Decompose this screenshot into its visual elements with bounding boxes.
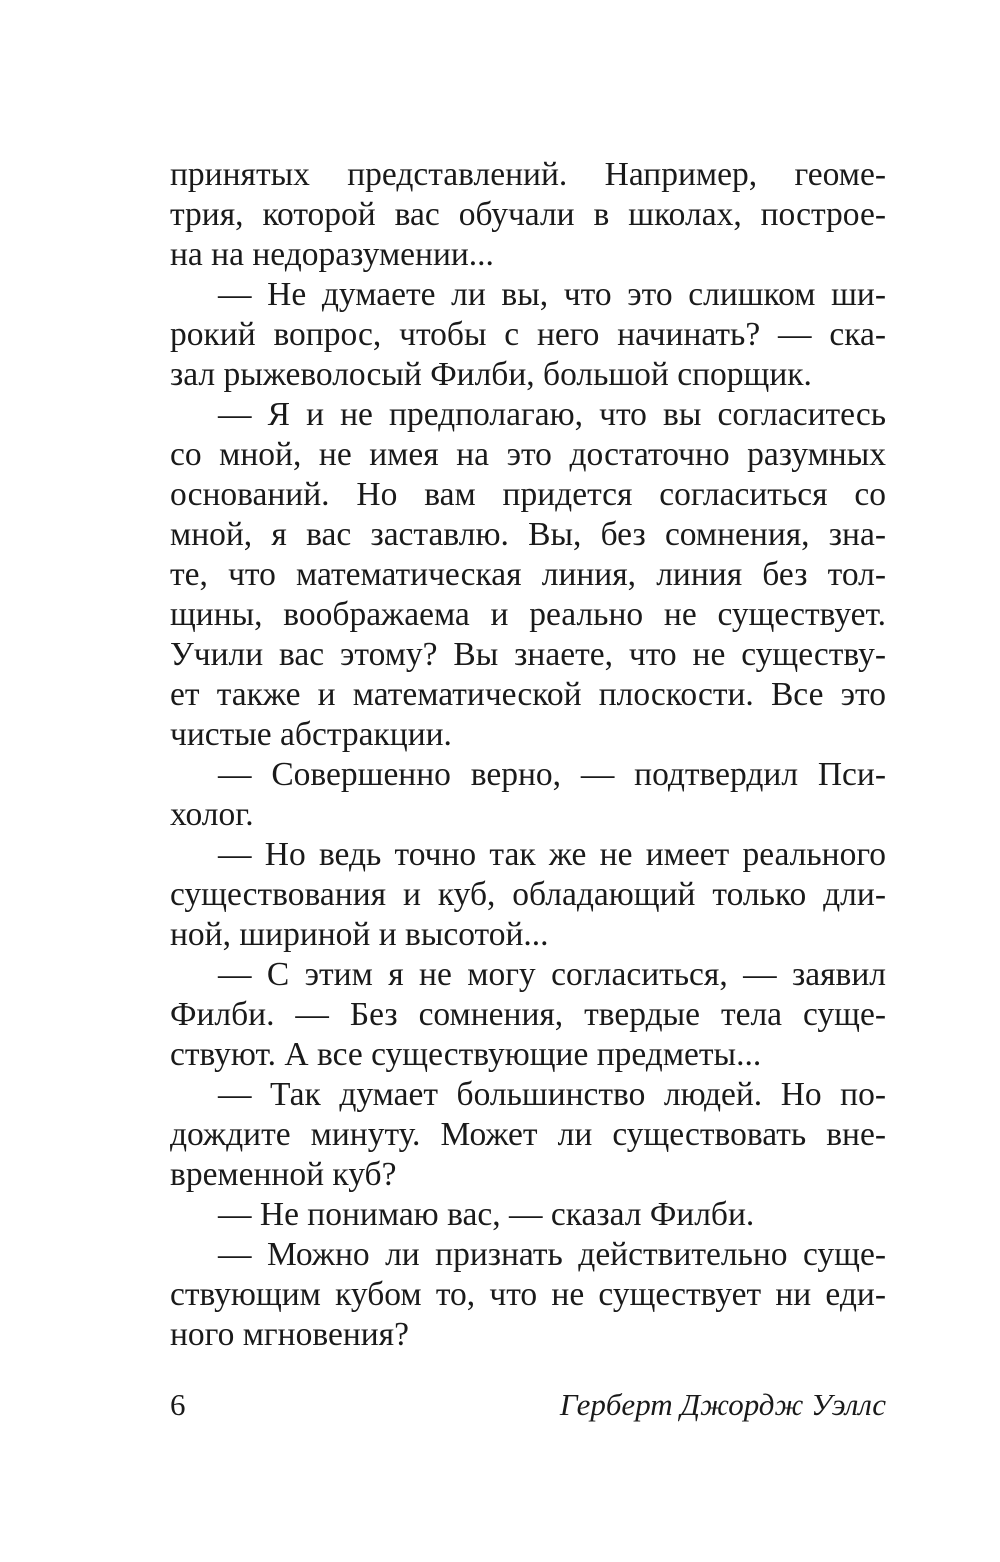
text-line: — Так думает большинство людей. Но по- bbox=[218, 1076, 886, 1113]
text-line: холог. bbox=[170, 796, 254, 833]
text-line: чистые абстракции. bbox=[170, 716, 452, 753]
text-line: — Я и не предполагаю, что вы согласитесь bbox=[218, 396, 886, 433]
text-line: рокий вопрос, чтобы с него начинать? — ска- bbox=[170, 316, 886, 353]
text-line: дождите минуту. Может ли существовать вне- bbox=[170, 1116, 886, 1153]
running-author: Герберт Джордж Уэллс bbox=[559, 1387, 886, 1422]
text-line: Учили вас этому? Вы знаете, что не существу- bbox=[170, 636, 886, 673]
text-line: зал рыжеволосый Филби, большой спорщик. bbox=[170, 356, 812, 393]
page-number: 6 bbox=[170, 1387, 186, 1422]
text-line: оснований. Но вам придется согласиться со bbox=[170, 476, 886, 513]
text-line: со мной, не имея на это достаточно разумных bbox=[170, 436, 886, 473]
text-line: — Не понимаю вас, — сказал Филби. bbox=[218, 1196, 755, 1233]
text-line: — Совершенно верно, — подтвердил Пси- bbox=[218, 756, 886, 793]
text-line: ной, шириной и высотой... bbox=[170, 916, 549, 953]
text-line: ного мгновения? bbox=[170, 1316, 409, 1353]
text-line: принятых представлений. Например, геоме- bbox=[170, 156, 886, 193]
text-line: — Не думаете ли вы, что это слишком ши- bbox=[218, 276, 886, 313]
text-line: те, что математическая линия, линия без тол- bbox=[170, 556, 886, 593]
text-line: ствуют. А все существующие предметы... bbox=[170, 1036, 762, 1073]
text-line: мной, я вас заставлю. Вы, без сомнения, зна- bbox=[170, 516, 886, 553]
text-line: трия, которой вас обучали в школах, построе- bbox=[170, 196, 886, 233]
page-footer bbox=[170, 1385, 886, 1425]
text-line: ет также и математической плоскости. Все это bbox=[170, 676, 886, 713]
text-line: временной куб? bbox=[170, 1156, 397, 1193]
text-line: — Но ведь точно так же не имеет реального bbox=[218, 836, 886, 873]
text-line: щины, воображаема и реально не существует. bbox=[170, 596, 886, 633]
body-text bbox=[170, 155, 886, 1355]
text-line: ствующим кубом то, что не существует ни еди- bbox=[170, 1276, 886, 1313]
text-line: Филби. — Без сомнения, твердые тела суще- bbox=[170, 996, 886, 1033]
text-line: — Можно ли признать действительно суще- bbox=[218, 1236, 886, 1273]
text-line: существования и куб, обладающий только дли- bbox=[170, 876, 886, 913]
text-line: — С этим я не могу согласиться, — заявил bbox=[218, 956, 886, 993]
text-line: на на недоразумении... bbox=[170, 236, 494, 273]
